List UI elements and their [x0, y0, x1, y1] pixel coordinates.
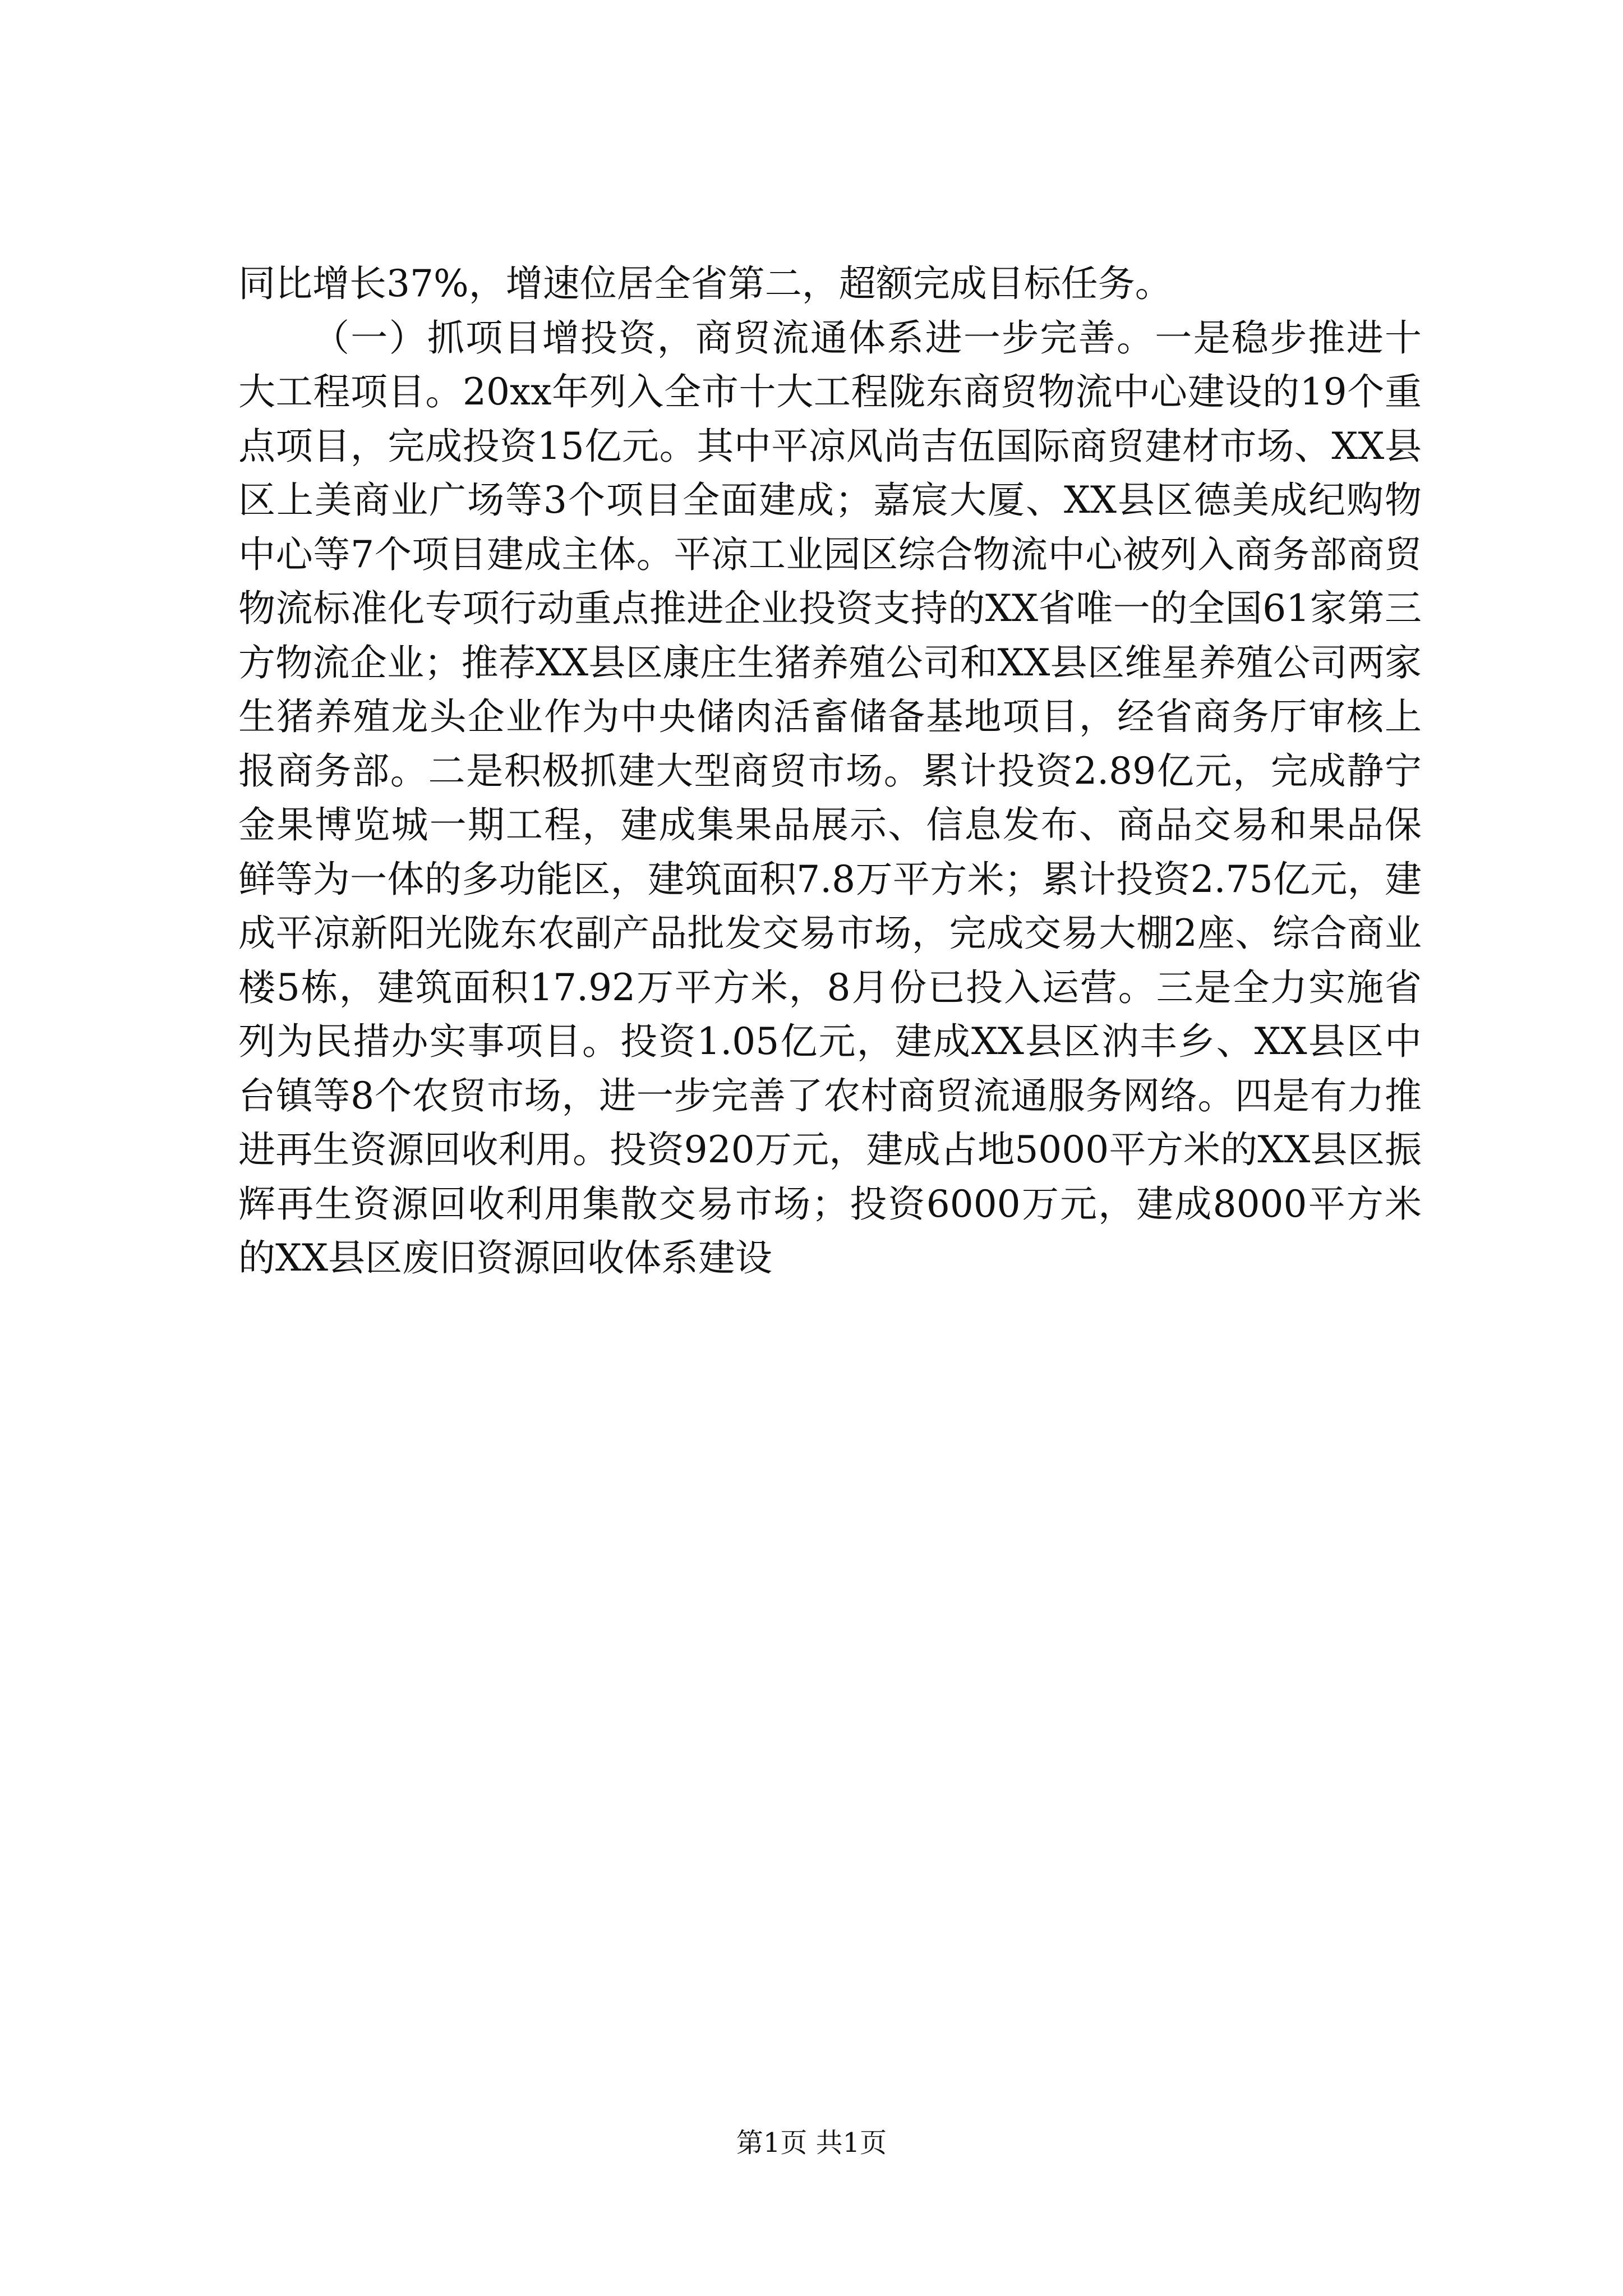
page-footer: 第1页 共1页 — [736, 2127, 887, 2159]
paragraph-continuation: 同比增长37%，增速位居全省第二，超额完成目标任务。 — [238, 262, 1172, 305]
body-text — [238, 257, 1422, 1286]
paragraph-section-one: （一）抓项目增投资，商贸流通体系进一步完善。一是稳步推进十大工程项目。20xx年列入全市十大工程陇东商贸物流中心建设的19个重点项目，完成投资15亿元。其中平凉风尚吉伍国际商贸建材市场、XX县区上美商业广场等3个项目全面建成；嘉宸大厦、XX县区德美成纪购物中心等7个项目建成主体。平凉工业园区综合物流中心被列入商务部商贸物流标准化专项行动重点推进企业投资支持的XX省唯一的全国61家第三方物流企业；推荐XX县区康庄生猪养殖公司和XX县区维星养殖公司两家生猪养殖龙头企业作为中央储肉活畜储备基地项目，经省商务厅审核上报商务部。二是积极抓建大型商贸市场。累计投资2.89亿元，完成静宁金果博览城一期工程，建成集果品展示、信息发布、商品交易和果品保鲜等为一体的多功能区，建筑面积7.8万平方米；累计投资2.75亿元，建成平凉新阳光陇东农副产品批发交易市场，完成交易大棚2座、综合商业楼5栋，建筑面积17.92万平方米，8月份已投入运营。三是全力实施省列为民措办实事项目。投资1.05亿元，建成XX县区汭丰乡、XX县区中台镇等8个农贸市场，进一步完善了农村商贸流通服务网络。四是有力推进再生资源回收利用。投资920万元，建成占地5000平方米的XX县区振辉再生资源回收利用集散交易市场；投资6000万元，建成8000平方米的XX县区废旧资源回收体系建设 — [238, 316, 1422, 1280]
